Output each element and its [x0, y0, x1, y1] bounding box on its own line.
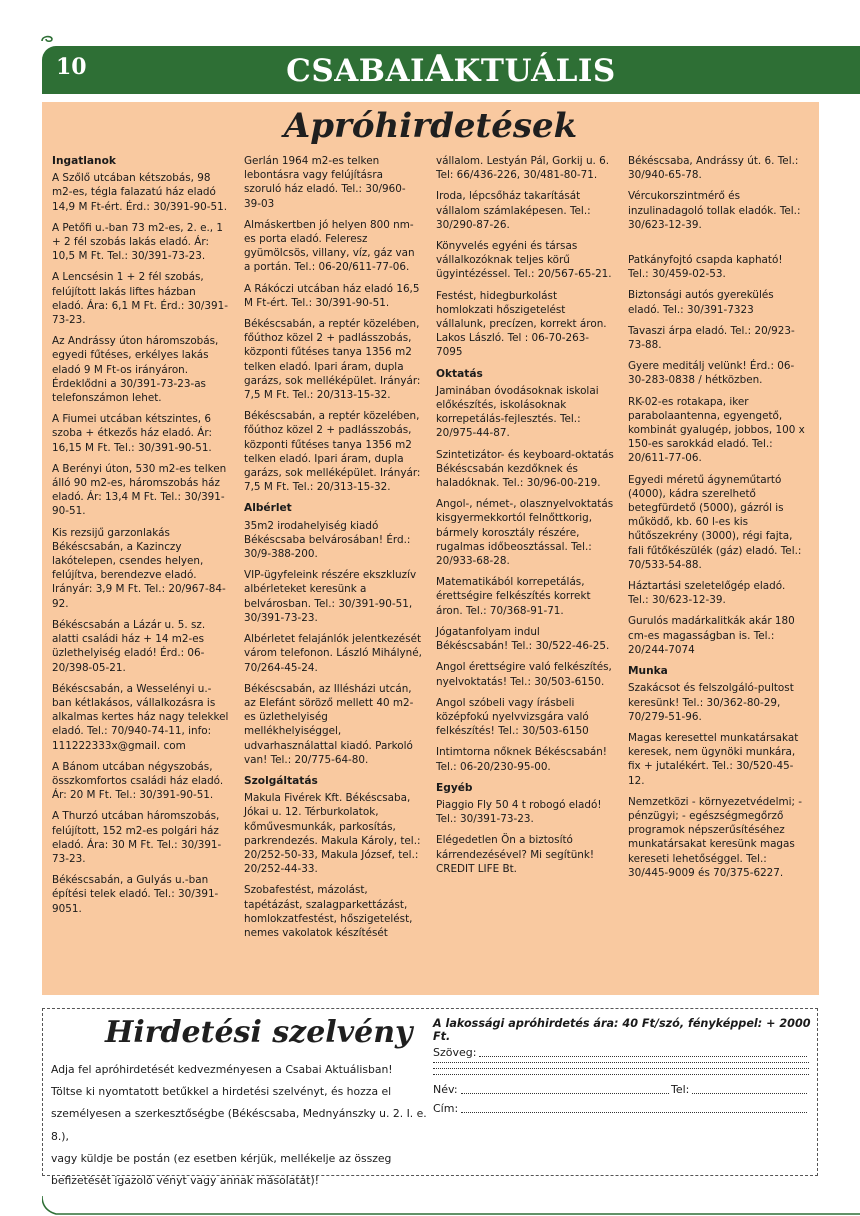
spacer: [628, 239, 806, 253]
coupon-instructions: [51, 1059, 431, 1192]
classified-ad: Békéscsabán a Lázár u. 5. sz. alatti családi ház + 14 m2-es üzlethelyiség eladó! Érd.: 06-20/398-05-21.: [52, 618, 206, 674]
classified-ad: Gurulós madárkalitkák akár 180 cm-es magasságban is. Tel.: 20/244-7074: [628, 615, 795, 656]
classified-ad: Angol-, német-, olasznyelvoktatás kisgyermekkortól felnőttkorig, bármely korosztály részére, rugalmas időbeosztással. Tel.: 20/933-68-28.: [436, 498, 614, 568]
coupon-line: személyesen a szerkesztőségbe (Békéscsaba, Mednyánszky u. 2. I. e. 8.),: [51, 1107, 427, 1143]
column-2: [244, 154, 422, 947]
classified-ad: A Lencsésin 1 + 2 fél szobás, felújított lakás liftes házban eladó. Ára: 6,1 M Ft. Érd.: 30/391-73-23.: [52, 271, 228, 327]
masthead-rest: KTUÁLIS: [453, 53, 616, 89]
classified-ad: Angol érettségire való felkészítés, nyelvoktatás! Tel.: 30/503-6150.: [436, 661, 612, 688]
classified-ad: Biztonsági autós gyerekülés eladó. Tel.: 30/391-7323: [628, 289, 774, 316]
classified-ad: Békéscsaba, Andrássy út. 6. Tel.: 30/940-65-78.: [628, 155, 799, 182]
classified-ad: Békéscsabán, a reptér közelében, főúthoz közel 2 + padlásszobás, központi fűtéses tanya 1356 m2 telken eladó. Ipari áram, dupla garázs, sok melléképület. Irányár: 7,5 M Ft. Tel.: 20/313-15-32.: [244, 318, 421, 402]
classified-ad: Vércukorszintmérő és inzulinadagoló tollak eladók. Tel.: 30/623-12-39.: [628, 190, 801, 231]
classified-ad: Békéscsabán, a Gulyás u.-ban építési telek eladó. Tel.: 30/391-9051.: [52, 874, 219, 915]
classified-ad: Jógatanfolyam indul Békéscsabán! Tel.: 30/522-46-25.: [436, 625, 610, 653]
classified-ad: Almáskertben jó helyen 800 nm-es porta eladó. Feleresz gyümölcsös, villany, víz, gáz van a portán. Tel.: 06-20/611-77-06.: [244, 218, 415, 274]
masthead: [42, 48, 860, 90]
classified-ad: Kis rezsijű garzonlakás Békéscsabán, a Kazinczy lakótelepen, csendes helyen, felújítva, berendezve eladó. Irányár: 3,9 M Ft. Tel.: 20/967-84-92.: [52, 526, 226, 610]
coupon-line: befizetését igazoló vényt vagy annak másolatát)!: [51, 1174, 320, 1188]
classified-ad: Szintetizátor- és keyboard-oktatás Békéscsabán kezdőknek és haladóknak. Tel.: 30/96-00-219.: [436, 448, 614, 490]
section-title: Apróhirdetések: [283, 106, 578, 146]
category-heading: Egyéb: [436, 781, 473, 794]
classified-ad: Egyedi méretű ágyneműtartó (4000), kádra szerelhető betegfürdető (5000), gázról is működő, kb. 60 l-es kis hűtőszekrény (3000), régi fajta, fali fűtőkészülék (gáz) eladó. Tel.: 70/533-54-88.: [628, 473, 802, 571]
masthead-prefix: CSABAI: [286, 53, 426, 89]
category-heading: Munka: [628, 665, 668, 678]
classified-ad: 35m2 irodahelyiség kiadó Békéscsaba belvárosában! Érd.: 30/9-388-200.: [244, 519, 411, 561]
szoveg-field[interactable]: [433, 1043, 809, 1062]
nev-label: Név:: [433, 1083, 458, 1096]
column-1: [52, 154, 230, 923]
classified-ad: Szakácsot és felszolgáló-pultost keresünk! Tel.: 30/362-80-29, 70/279-51-96.: [628, 682, 794, 723]
classified-ad: Angol szóbeli vagy írásbeli középfokú nyelvvizsgára való felkészítés! Tel.: 30/503-6150: [436, 696, 589, 738]
coupon-line: vagy küldje be postán (ez esetben kérjük, mellékelje az összeg: [51, 1151, 392, 1165]
nev-tel-field[interactable]: [433, 1080, 809, 1099]
classified-ad: Békéscsabán, az Illésházi utcán, az Elefánt söröző mellett 40 m2-es üzlethelyiség mellékhelyiséggel, udvarhasználattal kiadó. Parkoló van! Tel.: 20/775-64-80.: [244, 682, 414, 766]
classified-ad: Az Andrássy úton háromszobás, egyedi fűtéses, erkélyes lakás eladó 9 M Ft-os irányáron. Érdeklődni a 30/391-73-23-as telefonszámon lehet.: [52, 335, 219, 405]
classified-ad: A Rákóczi utcában ház eladó 16,5 M Ft-ért. Tel.: 30/391-90-51.: [244, 282, 420, 309]
page-number: 10: [56, 54, 87, 80]
classified-ad: Szobafestést, mázolást, tapétázást, szalagparkettázást, homlokzatfestést, hőszigetelést, nemes vakolatok készítését: [244, 884, 413, 939]
classified-ad: Piaggio Fly 50 4 t robogó eladó! Tel.: 30/391-73-23.: [436, 798, 602, 826]
cim-label: Cím:: [433, 1102, 459, 1115]
classified-ad: Intimtorna nőknek Békéscsabán! Tel.: 06-20/230-95-00.: [436, 746, 607, 773]
swirl-ornament: [40, 34, 54, 44]
coupon-title: Hirdetési szelvény: [105, 1015, 413, 1050]
classified-ad: Makula Fivérek Kft. Békéscsaba, Jókai u. 12. Térburkolatok, kőművesmunkák, parkosítás, parkrendezés. Makula Károly, tel.: 20/252-50-33, Makula József, tel.: 20/252-44-33.: [244, 792, 421, 876]
classified-ad: Nemzetközi - környezetvédelmi; -pénzügyi; - egészségmegőrző programok népszerűsítéséhez munkatársakat keresünk magas kereseti lehetőséggel. Tel.: 30/445-9009 és 70/375-6227.: [628, 795, 803, 879]
szoveg-label: Szöveg:: [433, 1046, 477, 1059]
classified-ad: Matematikából korrepetálás, érettségire felkészítés korrekt áron. Tel.: 70/368-91-71.: [436, 576, 591, 617]
category-heading: Szolgáltatás: [244, 774, 318, 787]
ad-coupon: [42, 1008, 818, 1188]
coupon-form: [433, 1043, 809, 1118]
classified-ad: Békéscsabán, a Wesselényi u.-ban kétlakásos, vállalkozásra is alkalmas kertes ház nagy telekkel eladó. Tel.: 70/940-74-11, info: 111222333x@gmail. com: [52, 682, 229, 752]
classified-ad: Elégedetlen Ön a biztosító kárrendezésével? Mi segítünk! CREDIT LIFE Bt.: [436, 834, 595, 875]
classified-ad: RK-02-es rotakapa, iker parabolaantenna, egyengető, kombinát gyalugép, jobbos, 100 x 150-es sarokkád eladó. Tel.: 20/611-77-06.: [628, 395, 805, 465]
page-header: [42, 46, 860, 94]
classified-ad: Albérletet felajánlók jelentkezését várom telefonon. László Mihályné, 70/264-45-24.: [244, 633, 422, 674]
cim-field[interactable]: [433, 1099, 809, 1118]
coupon-line: Töltse ki nyomtatott betűkkel a hirdetési szelvényt, és hozza el: [51, 1085, 392, 1099]
classified-ad: A Berényi úton, 530 m2-es telken álló 90 m2-es, háromszobás ház eladó. Ár: 13,4 M Ft. Tel.: 30/391-90-51.: [52, 462, 227, 518]
classified-ad: Iroda, lépcsőház takarítását vállalom számlaképesen. Tel.: 30/290-87-26.: [436, 190, 591, 231]
classified-ad: Festést, hidegburkolást homlokzati hőszigetelést vállalunk, precízen, korrekt áron. Lakos László. Tel : 06-70-263-7095: [436, 289, 607, 359]
classifieds-panel: [42, 102, 819, 995]
classified-ad: Könyvelés egyéni és társas vállalkozóknak teljes körű ügyintézéssel. Tel.: 20/567-65-21.: [436, 240, 612, 281]
tel-label: Tel:: [671, 1083, 690, 1096]
classified-ad: A Thurzó utcában háromszobás, felújított, 152 m2-es polgári ház eladó. Ára: 30 M Ft. Tel.: 30/391-73-23.: [52, 810, 222, 865]
classified-ad: Magas keresettel munkatársakat keresek, nem ügynöki munkára, fix + jutalékért. Tel.: 30/520-45-12.: [628, 731, 799, 787]
classified-ad: VIP-ügyfeleink részére ekszkluzív albérleteket keresünk a belvárosban. Tel.: 30/391-90-51, 30/391-73-23.: [244, 569, 417, 624]
category-heading: Albérlet: [244, 502, 292, 515]
column-4: [628, 154, 806, 887]
classified-ad: Háztartási szeletelőgép eladó. Tel.: 30/623-12-39.: [628, 580, 786, 607]
classified-ad: Gerlán 1964 m2-es telken lebontásra vagy felújításra szoruló ház eladó. Tel.: 30/960-39-03: [244, 155, 406, 210]
masthead-a: A: [425, 48, 454, 90]
classified-ad: A Fiumei utcában kétszintes, 6 szoba + étkezős ház eladó. Ár: 16,15 M Ft. Tel.: 30/391-90-51.: [52, 413, 212, 454]
classified-ad: Tavaszi árpa eladó. Tel.: 20/923-73-88.: [628, 324, 795, 352]
column-3: [436, 154, 614, 883]
category-heading: Oktatás: [436, 367, 483, 380]
classified-ad: Békéscsabán, a reptér közelében, főúthoz közel 2 + padlásszobás, központi fűtéses tanya 1356 m2 telken eladó. Ipari áram, dupla garázs, sok melléképület. Irányár: 7,5 M Ft. Tel.: 20/313-15-32.: [244, 410, 421, 494]
classified-ad: Gyere meditálj velünk! Érd.: 06-30-283-0838 / hétközben.: [628, 360, 795, 387]
classified-ad: A Bánom utcában négyszobás, összkomfortos családi ház eladó. Ár: 20 M Ft. Tel.: 30/391-90-51.: [52, 760, 224, 802]
coupon-price: A lakossági apróhirdetés ára: 40 Ft/szó, fényképpel: + 2000 Ft.: [433, 1017, 811, 1043]
coupon-line: Adja fel apróhirdetését kedvezményesen a Csabai Aktuálisban!: [51, 1063, 393, 1076]
classified-ad: Patkányfojtó csapda kapható! Tel.: 30/459-02-53.: [628, 254, 783, 281]
category-heading: Ingatlanok: [52, 155, 116, 167]
page-curl: [42, 1196, 860, 1216]
classified-ad: Jaminában óvodásoknak iskolai előkészítés, iskolásoknak korrepetálás-fejlesztés. Tel.: 20/975-44-87.: [436, 384, 599, 440]
classified-ad: A Szőlő utcában kétszobás, 98 m2-es, tégla falazatú ház eladó 14,9 M Ft-ért. Érd.: 30/391-90-51.: [52, 172, 228, 213]
classified-ad: vállalom. Lestyán Pál, Gorkij u. 6. Tel: 66/436-226, 30/481-80-71.: [436, 155, 610, 182]
classified-ad: A Petőfi u.-ban 73 m2-es, 2. e., 1 + 2 fél szobás lakás eladó. Ár: 10,5 M Ft. Tel.: 30/391-73-23.: [52, 221, 224, 263]
